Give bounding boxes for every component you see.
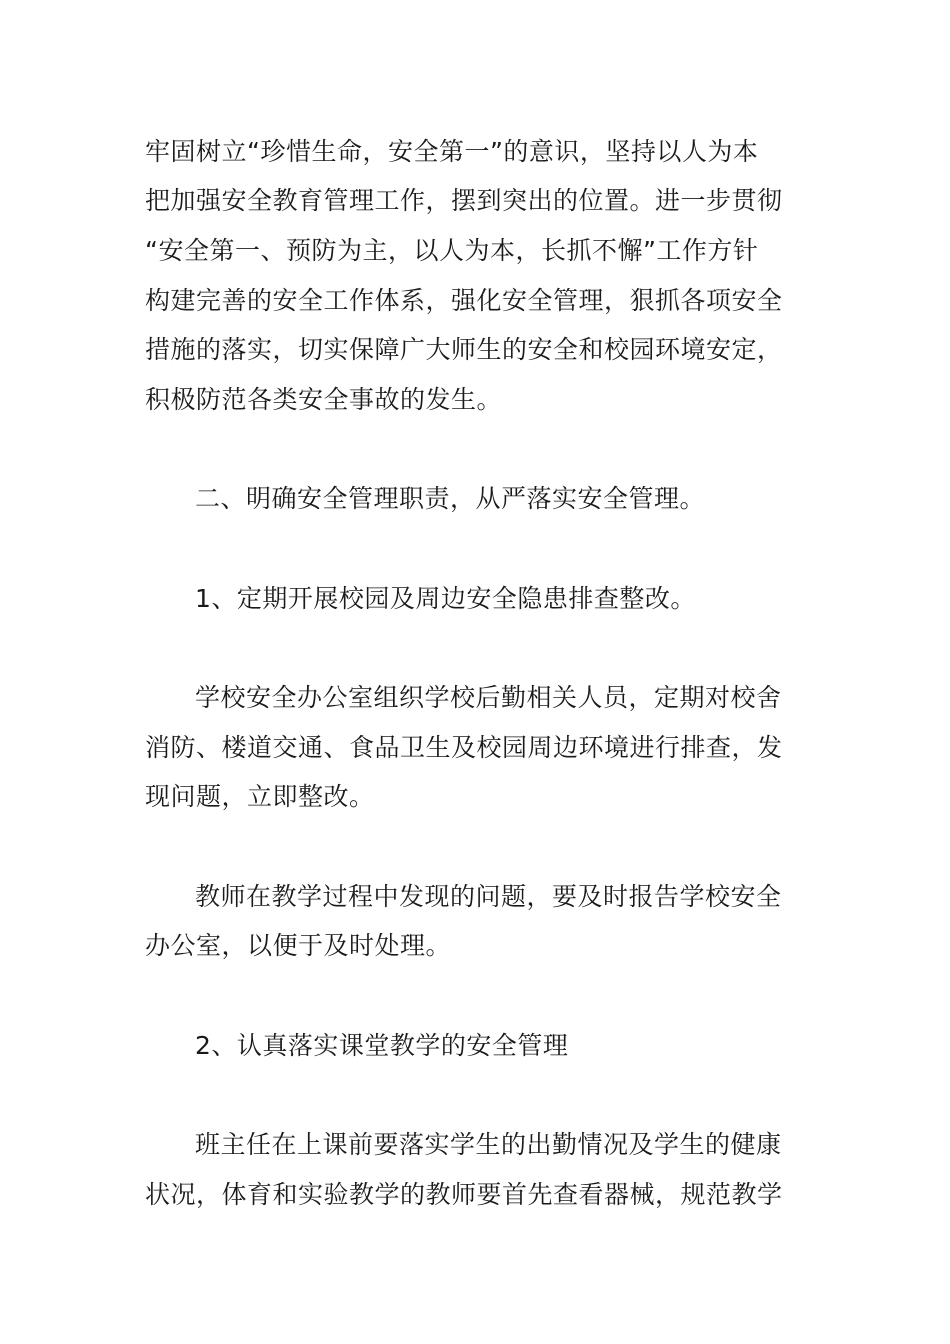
paragraph-line: 构建完善的安全工作体系，强化安全管理，狠抓各项安全 — [145, 286, 783, 315]
paragraph-line: 牢固树立“珍惜生命，安全第一”的意识，坚持以人为本 — [145, 137, 759, 166]
paragraph-line: 状况，体育和实验教学的教师要首先查看器械，规范教学 — [145, 1180, 783, 1209]
paragraph-line: 班主任在上课前要落实学生的出勤情况及学生的健康 — [195, 1130, 782, 1159]
paragraph-line: 学校安全办公室组织学校后勤相关人员，定期对校舍 — [195, 683, 782, 712]
paragraph-line: 现问题，立即整改。 — [145, 782, 375, 811]
paragraph-line: 办公室，以便于及时处理。 — [145, 931, 452, 960]
paragraph-line: 积极防范各类安全事故的发生。 — [145, 385, 503, 414]
paragraph-line: “安全第一、预防为主，以人为本，长抓不懈”工作方针 — [145, 236, 759, 265]
subsection-heading: 2、认真落实课堂教学的安全管理 — [195, 1031, 569, 1060]
paragraph-line: 把加强安全教育管理工作，摆到突出的位置。进一步贯彻 — [145, 186, 783, 215]
paragraph-line: 措施的落实，切实保障广大师生的安全和校园环境安定， — [145, 335, 783, 364]
section-heading: 二、明确安全管理职责，从严落实安全管理。 — [195, 484, 706, 513]
paragraph-line: 消防、楼道交通、食品卫生及校园周边环境进行排查，发 — [145, 733, 783, 762]
subsection-heading: 1、定期开展校园及周边安全隐患排查整改。 — [195, 584, 696, 613]
paragraph-line: 教师在教学过程中发现的问题，要及时报告学校安全 — [195, 882, 782, 911]
